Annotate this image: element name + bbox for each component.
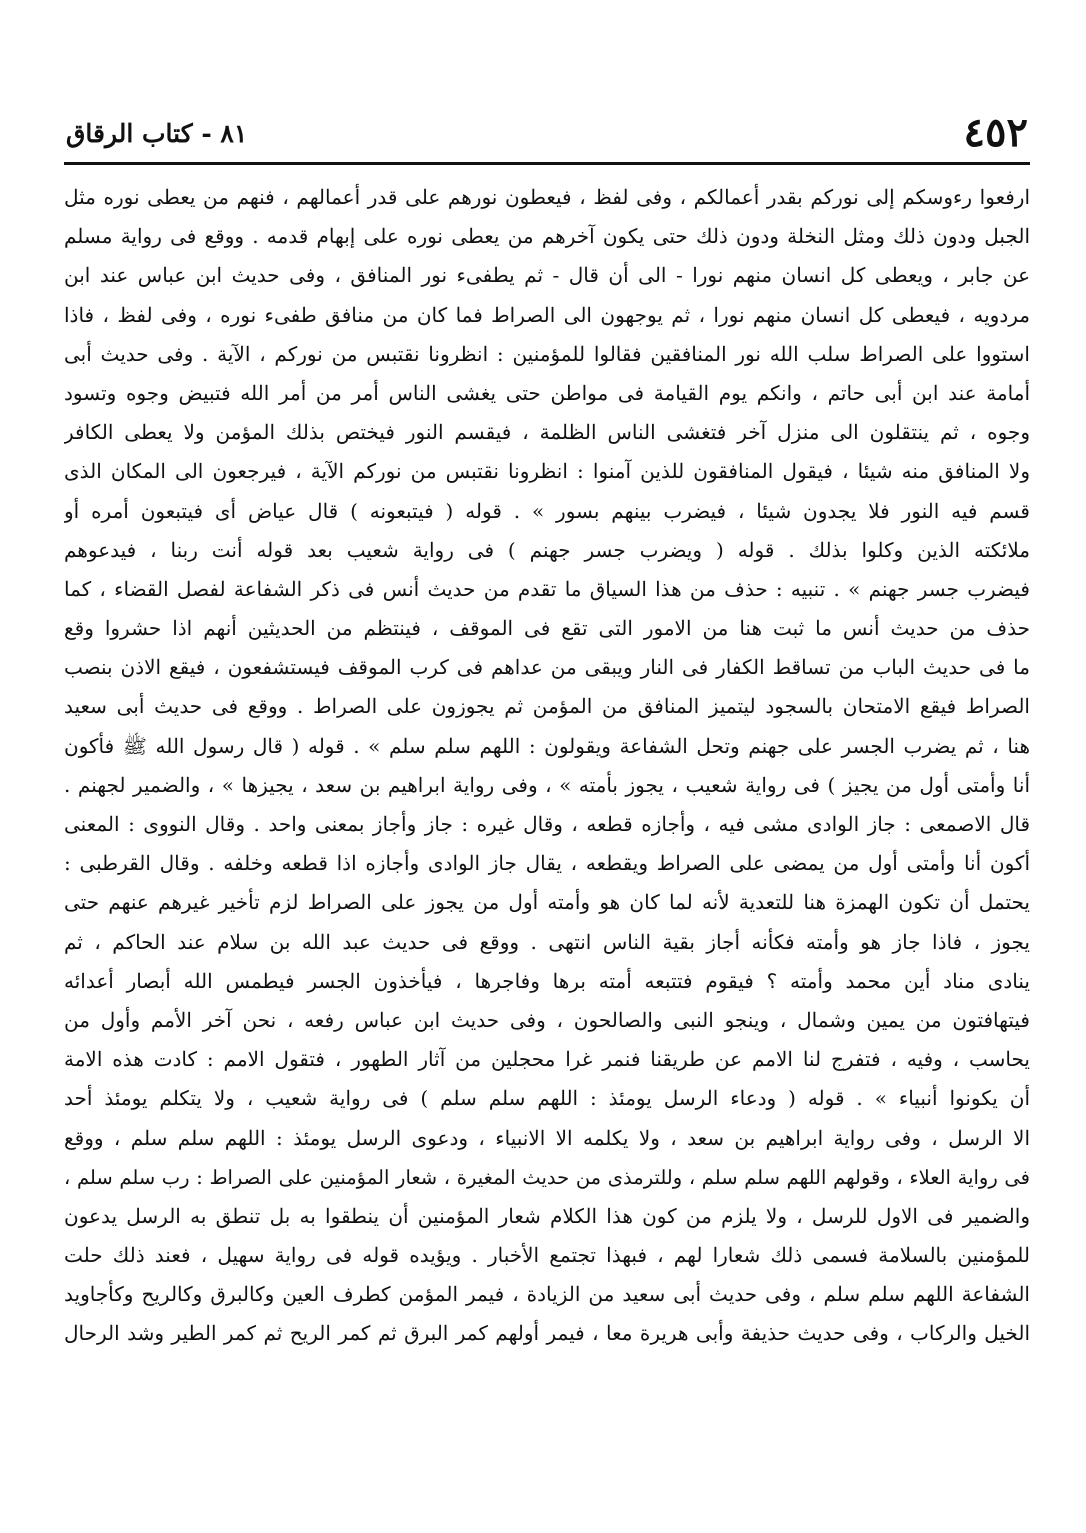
text-line: الخيل والركاب ، وفى حديث حذيفة وأبى هريرة معا ، فيمر أولهم كمر البرق ثم كمر الريح ثم كمر الطير وشد الرحال xyxy=(64,1321,1030,1346)
text-line: ولا المنافق منه شيئا ، فيقول المنافقون للذين آمنوا : انظرونا نقتبس من نوركم الآية ، فيرجعون الى المكان الذى xyxy=(64,459,1030,484)
text-line: استووا على الصراط سلب الله نور المنافقين فقالوا للمؤمنين : انظرونا نقتبس من نوركم ، الآية . وفى حديث أبى xyxy=(64,341,1030,366)
text-line: وجوه ، ثم ينتقلون الى منزل آخر فتغشى الناس الظلمة ، فيقسم النور فيختص بذلك المؤمن ولا يعطى الكافر xyxy=(64,420,1030,445)
text-line: للمؤمنين بالسلامة فسمى ذلك شعارا لهم ، فبهذا تجتمع الأخبار . ويؤيده قوله فى رواية سهيل ، فعند ذلك حلت xyxy=(64,1243,1030,1268)
text-line: أن يكونوا أنبياء » . قوله ( ودعاء الرسل يومئذ : اللهم سلم سلم ) فى رواية شعيب ، ولا يتكلم يومئذ أحد xyxy=(64,1086,1030,1111)
body-text xyxy=(64,178,1030,1354)
text-line: الجبل ودون ذلك ومثل النخلة ودون ذلك حتى يكون آخرهم من يعطى نوره على إبهام قدمه . ووقع فى رواية مسلم xyxy=(64,224,1030,249)
text-line: الصراط فيقع الامتحان بالسجود ليتميز المنافق من المؤمن ثم يجوزون على الصراط . ووقع فى حديث أبى سعيد xyxy=(64,694,1030,719)
text-line: مردويه ، فيعطى كل انسان منهم نورا ، ثم يوجهون الى الصراط فما كان من منافق طفىء نوره ، وفى لفظ ، فاذا xyxy=(64,302,1030,327)
page-header xyxy=(66,108,1028,158)
text-line: أكون أنا وأمتى أول من يمضى على الصراط ويقطعه ، يقال جاز الوادى وأجازه اذا قطعه وخلفه . وقال القرطبى : xyxy=(64,851,1030,876)
text-line: يحتمل أن تكون الهمزة هنا للتعدية لأنه لما كان هو وأمته أول من يجوز على الصراط لزم تأخير غيرهم عنهم حتى xyxy=(64,890,1030,915)
text-line: حذف من حديث أنس ما ثبت هنا من الامور التى تقع فى الموقف ، فينتظم من الحديثين أنهم اذا حشروا وقع xyxy=(64,616,1030,641)
text-line: والضمير فى الاول للرسل ، ولا يلزم من كون هذا الكلام شعار المؤمنين أن ينطقوا به بل تنطق به الرسل يدعون xyxy=(64,1203,1030,1228)
text-line: يحاسب ، وفيه ، فتفرج لنا الامم عن طريقنا فنمر غرا محجلين من آثار الطهور ، فتقول الامم : كادت هذه الامة xyxy=(64,1047,1030,1072)
text-line: قال الاصمعى : جاز الوادى مشى فيه ، وأجازه قطعه ، وقال غيره : جاز وأجاز بمعنى واحد . وقال النووى : المعنى xyxy=(64,812,1030,836)
text-line: فيضرب جسر جهنم » . تنبيه : حذف من هذا السياق ما تقدم من حديث أنس فى ذكر الشفاعة لفصل القضاء ، كما xyxy=(64,576,1030,601)
page-number: ٤٥٢ xyxy=(963,109,1028,156)
text-line: ملائكته الذين وكلوا بذلك . قوله ( ويضرب جسر جهنم ) فى رواية شعيب بعد قوله أنت ربنا ، فيدعوهم xyxy=(64,537,1030,562)
text-line: الشفاعة اللهم سلم سلم ، وفى حديث أبى سعيد من الزيادة ، فيمر المؤمن كطرف العين وكالبرق وكالريح وكأجاويد xyxy=(64,1282,1030,1307)
text-line: يجوز ، فاذا جاز هو وأمته فكأنه أجاز بقية الناس انتهى . ووقع فى حديث عبد الله بن سلام عند الحاكم ، ثم xyxy=(64,929,1030,954)
text-line: أمامة عند ابن أبى حاتم ، وانكم يوم القيامة فى مواطن حتى يغشى الناس أمر من أمر الله فتبيض وجوه وتسود xyxy=(64,380,1030,405)
text-line: فيتهافتون من يمين وشمال ، وينجو النبى والصالحون ، وفى حديث ابن عباس رفعه ، نحن آخر الأمم وأول من xyxy=(64,1007,1030,1032)
text-line: فى رواية العلاء ، وقولهم اللهم سلم سلم ، وللترمذى من حديث المغيرة ، شعار المؤمنين على الصراط : رب سلم سلم ، xyxy=(64,1165,1030,1189)
text-line: قسم فيه النور فلا يجدون شيئا ، فيضرب بينهم بسور » . قوله ( فيتبعونه ) قال عياض أى فيتبعون أمره أو xyxy=(64,498,1030,523)
text-line: هنا ، ثم يضرب الجسر على جهنم وتحل الشفاعة ويقولون : اللهم سلم سلم » . قوله ( قال رسول الله ﷺ فأكون xyxy=(64,733,1030,758)
text-line: عن جابر ، ويعطى كل انسان منهم نورا - الى أن قال - ثم يطفىء نور المنافق ، وفى حديث ابن عباس عند ابن xyxy=(64,263,1030,288)
text-line: ما فى حديث الباب من تساقط الكفار فى النار ويبقى من عداهم فى كرب الموقف فيستشفعون ، فيقع الاذن بنصب xyxy=(64,655,1030,680)
running-head: ٨١ - كتاب الرقاق xyxy=(66,119,248,148)
text-line: ينادى مناد أين محمد وأمته ؟ فيقوم فتتبعه أمته برها وفاجرها ، فيأخذون الجسر فيطمس الله أبصار أعدائه xyxy=(64,968,1030,993)
header-rule xyxy=(64,162,1030,165)
text-line: الا الرسل ، وفى رواية ابراهيم بن سعد ، ولا يكلمه الا الانبياء ، ودعوى الرسل يومئذ : اللهم سلم سلم ، ووقع xyxy=(64,1125,1030,1150)
text-line: أنا وأمتى أول من يجيز ) فى رواية شعيب ، يجوز بأمته » ، وفى رواية ابراهيم بن سعد ، يجيزها » ، والضمير لجهنم . xyxy=(64,772,1030,797)
text-line: ارفعوا رءوسكم إلى نوركم بقدر أعمالكم ، وفى لفظ ، فيعطون نورهم على قدر أعمالهم ، فنهم من يعطى نوره مثل xyxy=(64,185,1030,209)
